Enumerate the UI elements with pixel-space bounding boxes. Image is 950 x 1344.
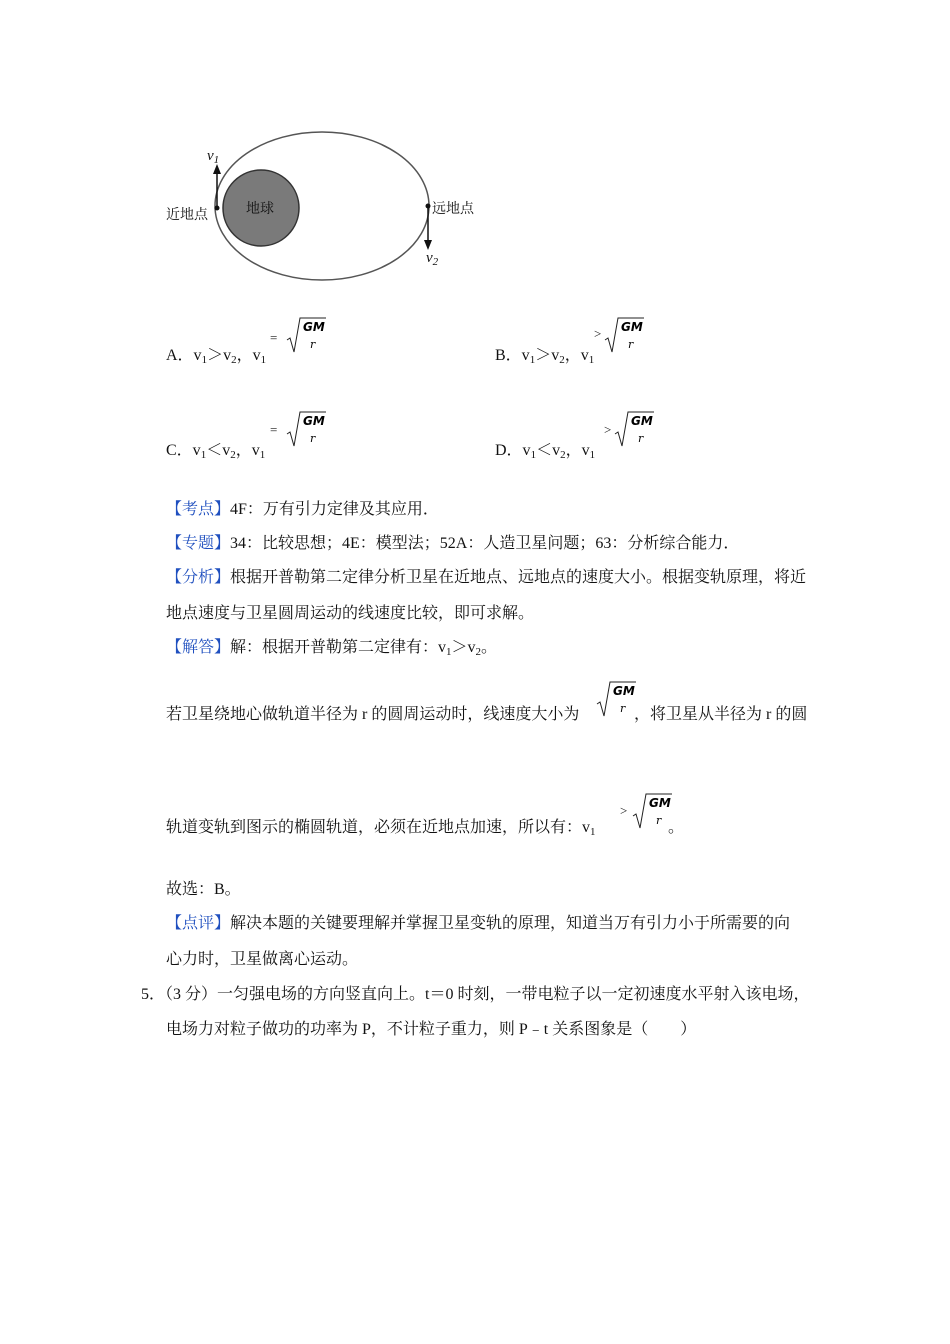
jieda-line-3 <box>166 818 596 838</box>
formula-den: r <box>638 432 644 445</box>
v2-letter: v <box>426 250 433 266</box>
option-d-mid: ＜v <box>536 442 561 459</box>
option-d-relation: > <box>604 422 612 437</box>
sub: 1 <box>201 354 208 366</box>
sub: 2 <box>230 449 236 461</box>
jieda-text-b: ＞v <box>451 639 476 656</box>
option-c-relation: = <box>270 422 278 437</box>
option-b-relation: > <box>594 326 602 341</box>
option-d-text: D．v <box>495 442 531 459</box>
formula-num: GM <box>621 320 643 334</box>
option-c-mid: ＜v <box>206 442 231 459</box>
sub: 2 <box>475 646 482 658</box>
formula-den: r <box>628 338 634 351</box>
sub: 2 <box>231 354 237 366</box>
dianping-tag: 【点评】 <box>166 915 231 932</box>
perigee-label: 近地点 <box>166 207 208 223</box>
question5-line2: 电场力对粒子做功的功率为 P，不计粒子重力，则 P﹣t 关系图象是（ ） <box>166 1021 697 1038</box>
sub: 1 <box>260 354 267 366</box>
sqrt-formula-c <box>286 410 328 450</box>
formula-num: GM <box>303 320 325 334</box>
formula-num: GM <box>649 796 671 810</box>
line3-relation: > <box>620 803 628 818</box>
formula-num: GM <box>613 684 635 698</box>
option-a-text: A．v <box>166 347 202 364</box>
fenxi-text-1: 根据开普勒第二定律分析卫星在近地点、远地点的速度大小。根据变轨原理，将近 <box>230 569 807 586</box>
formula-den: r <box>310 338 316 351</box>
kaodian-text: 4F：万有引力定律及其应用． <box>230 501 439 518</box>
sub: 1 <box>589 449 596 461</box>
option-a-relation: = <box>270 330 278 345</box>
jieda-text-c: 。 <box>481 639 498 656</box>
zhuanti-line <box>166 534 739 554</box>
jieda-line-3b: 。 <box>668 819 685 836</box>
sub: 1 <box>590 826 596 838</box>
formula-num: GM <box>303 414 325 428</box>
sub: 1 <box>259 449 266 461</box>
option-b-text: B．v <box>495 347 530 364</box>
v2-label <box>426 250 438 267</box>
sub: 2 <box>560 449 566 461</box>
jieda-text-a: 解：根据开普勒第二定律有：v <box>230 639 447 656</box>
option-d[interactable] <box>495 437 595 460</box>
formula-den: r <box>310 432 316 445</box>
option-a-mid: ＞v <box>207 347 232 364</box>
jieda-line-3a: 轨道变轨到图示的椭圆轨道，必须在近地点加速，所以有：v <box>166 819 591 836</box>
question5-line1: 5．（3 分）一匀强电场的方向竖直向上。t＝0 时刻，一带电粒子以一定初速度水平射入该电场， <box>141 986 810 1003</box>
zhuanti-text: 34：比较思想；4E：模型法；52A：人造卫星问题；63：分析综合能力． <box>230 535 740 552</box>
dianping-line-2: 心力时，卫星做离心运动。 <box>166 951 359 968</box>
sub: 2 <box>559 354 565 366</box>
zhuanti-tag: 【专题】 <box>166 535 231 552</box>
dianping-text-1: 解决本题的关键要理解并掌握卫星变轨的原理，知道当万有引力小于所需要的向 <box>230 915 791 932</box>
jieda-line-2a: 若卫星绕地心做轨道半径为 r 的圆周运动时，线速度大小为 <box>166 706 580 723</box>
v2-arrowhead <box>424 240 432 250</box>
option-a[interactable] <box>166 342 266 365</box>
option-a-tail: ，v <box>236 347 261 364</box>
option-d-tail: ，v <box>565 442 590 459</box>
sub: 1 <box>588 354 595 366</box>
sub: 1 <box>530 449 537 461</box>
earth-label: 地球 <box>246 201 274 217</box>
dianping-line-1 <box>166 914 790 934</box>
fenxi-line-1 <box>166 568 806 588</box>
kaodian-tag: 【考点】 <box>166 501 231 518</box>
v1-sub: 1 <box>213 154 220 166</box>
jieda-tag: 【解答】 <box>166 639 231 656</box>
sub: 1 <box>529 354 536 366</box>
option-b-tail: ，v <box>564 347 589 364</box>
sqrt-formula-line2 <box>596 680 638 720</box>
sqrt-formula-a <box>286 316 328 356</box>
option-b-mid: ＞v <box>535 347 560 364</box>
v2-sub: 2 <box>432 256 439 268</box>
option-c-text: C．v <box>166 442 201 459</box>
formula-den: r <box>656 814 662 827</box>
formula-num: GM <box>631 414 653 428</box>
option-b[interactable] <box>495 342 594 365</box>
apogee-label: 远地点 <box>432 201 474 217</box>
guxuan-line: 故选：B。 <box>166 881 241 898</box>
fenxi-line-2: 地点速度与卫星圆周运动的线速度比较，即可求解。 <box>166 605 535 622</box>
jieda-line <box>166 638 497 658</box>
sqrt-formula-b <box>604 316 646 356</box>
sub: 1 <box>200 449 207 461</box>
sqrt-formula-d <box>614 410 656 450</box>
option-c-tail: ，v <box>235 442 260 459</box>
sub: 1 <box>446 646 452 658</box>
fenxi-tag: 【分析】 <box>166 569 231 586</box>
kaodian-line <box>166 500 439 520</box>
formula-den: r <box>620 702 626 715</box>
v1-letter: v <box>207 148 214 164</box>
jieda-line-2b: ，将卫星从半径为 r 的圆 <box>634 706 808 723</box>
v1-label <box>207 148 219 165</box>
option-c[interactable] <box>166 437 265 460</box>
